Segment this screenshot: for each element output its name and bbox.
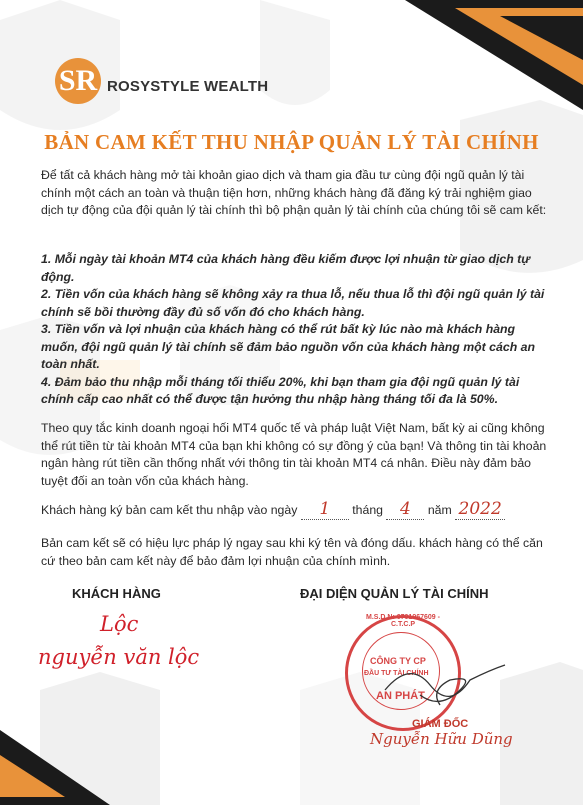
document-title: BẢN CAM KẾT THU NHẬP QUẢN LÝ TÀI CHÍNH — [44, 130, 539, 154]
rules-paragraph: Theo quy tắc kinh doanh ngoại hối MT4 quốc tế và pháp luật Việt Nam, bất kỳ ai cũng không thể rút tiền từ tài khoản MT4 của bạn khi không có sự đồng ý của bạn! Và thông tin tài khoản ngân hàng rút tiền cần thống nhất với thông tin tài khoản MT4 cá nhân. Điều này đảm bảo tuyệt đối an toàn vốn của khách hàng. — [41, 421, 547, 488]
customer-signature-line1: Lộc — [100, 612, 139, 636]
commitment-item: 1. Mỗi ngày tài khoản MT4 của khách hàng đều kiếm được lợi nhuận từ giao dịch tự động. — [41, 252, 531, 284]
customer-label: KHÁCH HÀNG — [72, 586, 161, 601]
commitment-item: 2. Tiền vốn của khách hàng sẽ không xảy ra thua lỗ, nếu thua lỗ thì đội ngũ quản lý tài chính sẽ bồi thường đầy đủ số vốn đó cho khách hàng. — [41, 287, 545, 319]
intro-paragraph: Để tất cả khách hàng mở tài khoản giao dịch và tham gia đầu tư cùng đội ngũ quản lý tài chính một cách an toàn và thuận tiện hơn, những khách hàng đã đăng ký trải nghiệm giao dịch tự động của đội quản lý tài chính thì bộ phận quản lý tài chính của chúng tôi sẽ cam kết: — [41, 168, 547, 217]
director-title: GIÁM ĐỐC — [412, 718, 469, 730]
logo-mark — [55, 58, 101, 104]
sign-year: 2022 — [455, 501, 505, 520]
sign-year-label: năm — [427, 503, 452, 517]
logo-letters: SR — [58, 64, 98, 97]
stamp-line2: ĐẦU TƯ TÀI CHÍNH — [364, 670, 429, 677]
stamp-line3: AN PHÁT — [376, 690, 425, 702]
brand-name: ROSYSTYLE WEALTH — [107, 77, 269, 95]
brand-logo — [55, 58, 268, 104]
sign-date-line — [41, 501, 551, 520]
director-name: Nguyễn Hữu Dũng — [370, 730, 513, 748]
commitment-item: 4. Đảm bảo thu nhập mỗi tháng tối thiểu 20%, khi bạn tham gia đội ngũ quản lý tài chính cấp cao nhất có thể được tận hưởng thu nhập hàng tháng tối đa là 50%. — [41, 374, 520, 406]
customer-signature-line2: nguyễn văn lộc — [38, 645, 200, 669]
director-signature-scribble — [380, 650, 510, 720]
commitment-item: 3. Tiền vốn và lợi nhuận của khách hàng có thể rút bất kỳ lúc nào mà khách hàng muốn, đội ngũ quản lý tài chính sẽ đảm bảo nguồn vốn của khách hàng một cách an toàn nhất. — [41, 322, 535, 371]
stamp-code: M.S.D.N: 0701967609 - C.T.C.P — [366, 614, 440, 628]
stamp-line1: CÔNG TY CP — [370, 656, 426, 666]
sign-day: 1 — [301, 501, 349, 520]
sign-month-label: tháng — [352, 503, 383, 517]
sign-month: 4 — [386, 501, 424, 520]
validity-paragraph: Bản cam kết sẽ có hiệu lực pháp lý ngay sau khi ký tên và đóng dấu. khách hàng có thể căn cứ theo bản cam kết này để bảo đảm lợi nhuận của chính mình. — [41, 536, 543, 568]
commitment-list — [41, 251, 551, 409]
sign-date-prefix: Khách hàng ký bản cam kết thu nhập vào ngày — [41, 503, 298, 517]
representative-label: ĐẠI DIỆN QUẢN LÝ TÀI CHÍNH — [300, 586, 489, 601]
